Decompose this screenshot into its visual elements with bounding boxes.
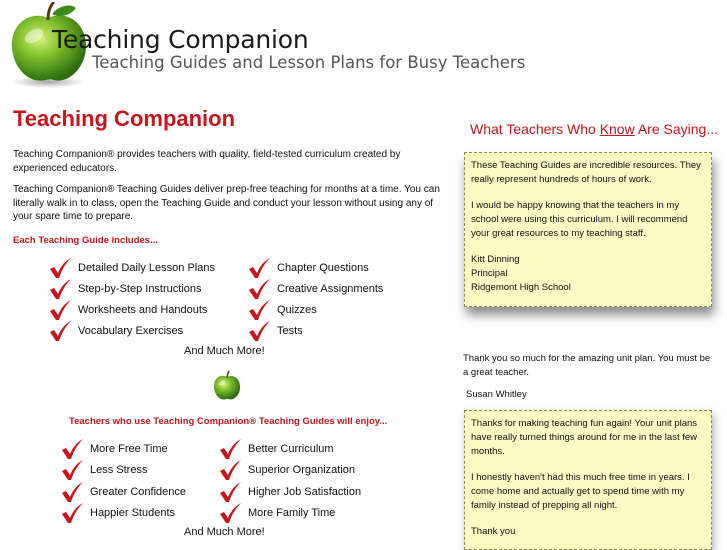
site-title[interactable]: Teaching Companion xyxy=(52,25,309,54)
checkmark-icon xyxy=(48,320,72,342)
checkmark-icon xyxy=(247,320,271,342)
testimonial-closing: Thank you xyxy=(471,526,516,537)
testimonial-text: I would be happy knowing that the teachers in my school were using this curriculum. I will recommend your great resources to my teaching staff. xyxy=(471,200,688,239)
testimonial-text: Thank you so much for the amazing unit plan. You must be a great teacher. xyxy=(463,353,711,378)
includes-heading: Each Teaching Guide includes... xyxy=(13,235,158,246)
checkmark-icon xyxy=(48,299,72,321)
more-label: And Much More! xyxy=(184,526,265,538)
checkmark-icon xyxy=(60,438,84,460)
testimonial-school: Ridgemont High School xyxy=(471,282,571,293)
checkmark-icon xyxy=(247,257,271,279)
checkmark-icon xyxy=(60,481,84,503)
checkmark-icon xyxy=(60,459,84,481)
testimonial-author: Susan Whitley xyxy=(466,389,527,400)
checkmark-icon xyxy=(218,459,242,481)
testimonial-text: These Teaching Guides are incredible resources. They really represent hundreds of hours of work. xyxy=(471,160,701,185)
checkmark-icon xyxy=(218,481,242,503)
testimonial-text: I honestly haven't had this much free time in years. I come home and actually get to spend time with my family instead of prepping all night. xyxy=(471,472,690,511)
site-tagline: Teaching Guides and Lesson Plans for Busy Teachers xyxy=(92,53,526,72)
testimonial-text: Thanks for making teaching fun again! Your unit plans have really turned things around for me in the last few months. xyxy=(471,418,698,457)
benefits-heading: Teachers who use Teaching Companion® Teaching Guides will enjoy... xyxy=(69,416,388,427)
more-label: And Much More! xyxy=(184,345,265,357)
checkmark-icon xyxy=(60,502,84,524)
testimonial-note xyxy=(464,410,712,550)
apple-icon xyxy=(211,370,243,402)
checkmark-icon xyxy=(247,278,271,300)
intro-paragraph-2: Teaching Companion® Teaching Guides deliver prep-free teaching for months at a time. You can literally walk in to class, open the Teaching Guide and conduct your lesson without using any of your spare time to prepare. xyxy=(13,184,440,222)
testimonials-heading: What Teachers Who Know Are Saying... xyxy=(470,121,718,137)
checkmark-icon xyxy=(48,257,72,279)
testimonial-author: Kitt Dinning xyxy=(471,254,520,265)
checkmark-icon xyxy=(218,502,242,524)
checkmark-icon xyxy=(218,438,242,460)
testimonial-role: Principal xyxy=(471,268,508,279)
testimonial-note xyxy=(464,152,712,307)
page-title: Teaching Companion xyxy=(13,106,236,131)
intro-paragraph: Teaching Companion® provides teachers with quality, field-tested curriculum created by experienced educators. xyxy=(13,149,401,174)
checkmark-icon xyxy=(247,299,271,321)
checkmark-icon xyxy=(48,278,72,300)
